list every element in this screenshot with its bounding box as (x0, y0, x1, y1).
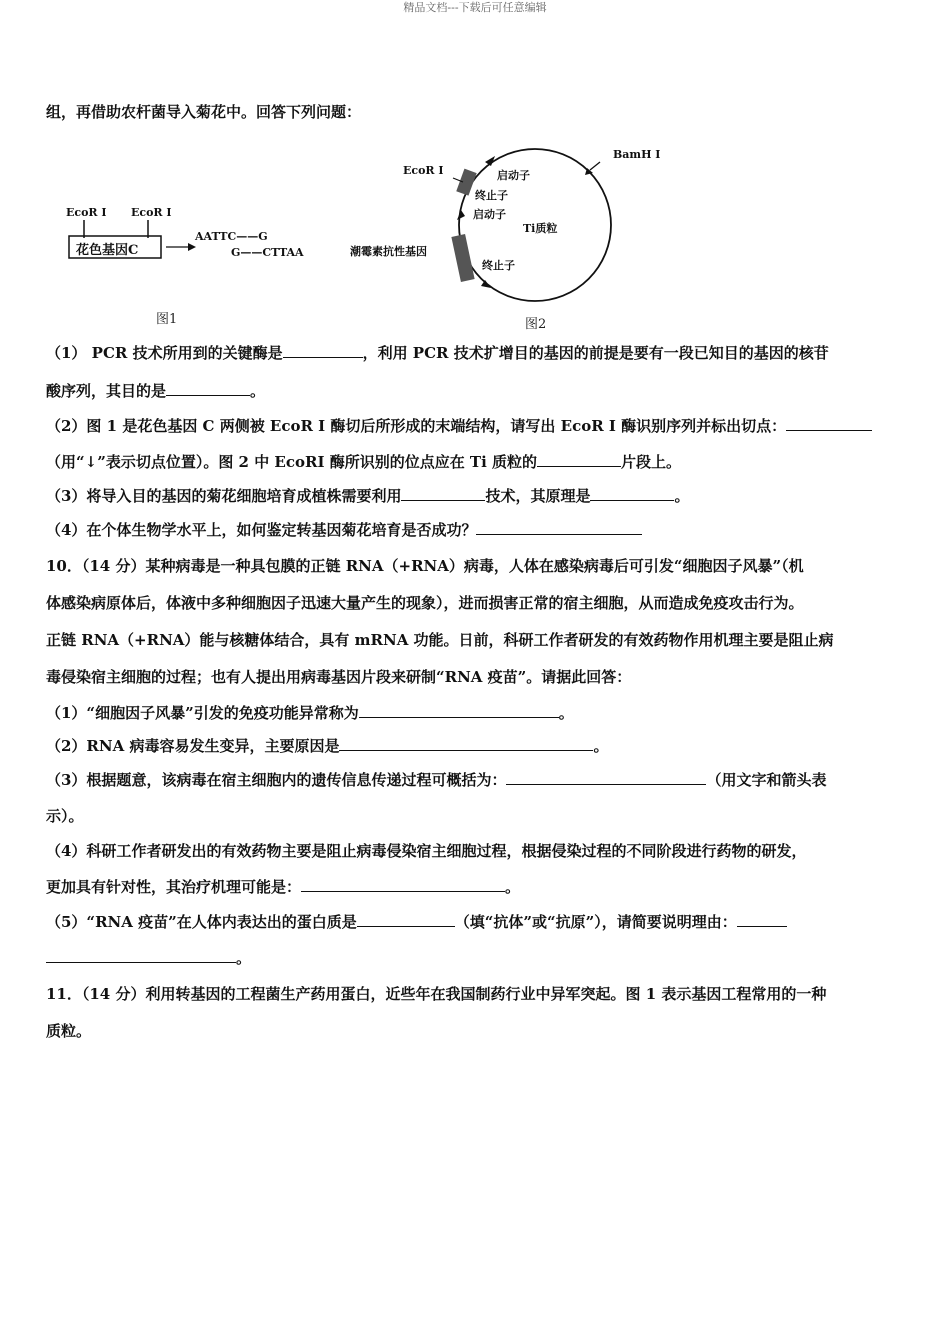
q10-line1: 10．（14 分）某种病毒是一种具包膜的正链 RNA（+RNA）病毒，人体在感染病毒后可引发“细胞因子风暴”（机 (46, 557, 804, 575)
answer-blank[interactable] (590, 486, 674, 501)
answer-blank[interactable] (537, 452, 621, 467)
figure-1 (60, 200, 350, 330)
q9-p3-end: 。 (674, 487, 690, 505)
answer-blank[interactable] (506, 770, 706, 785)
answer-blank[interactable] (786, 416, 872, 431)
q10-part1 (46, 703, 574, 723)
answer-blank[interactable] (359, 703, 559, 718)
answer-blank[interactable] (357, 912, 455, 927)
answer-blank[interactable] (283, 343, 363, 358)
q9-p4-prompt: （4）在个体生物学水平上，如何鉴定转基因菊花培育是否成功？ (46, 521, 477, 539)
q10-s3-prompt: （3）根据题意，该病毒在宿主细胞内的遗传信息传递过程可概括为： (46, 771, 507, 789)
sticky-end-bottom: G——CTTAA (231, 246, 304, 259)
ti-plasmid-label: Ti质粒 (523, 222, 558, 235)
q9-part2-line1 (46, 416, 872, 436)
answer-blank[interactable] (401, 486, 485, 501)
q9-p1-end: 。 (250, 382, 266, 400)
answer-blank[interactable] (46, 948, 236, 963)
figure-1-drawing (60, 200, 350, 330)
q10-part5-line2 (46, 948, 251, 968)
q11-line1: 11．（14 分）利用转基因的工程菌生产药用蛋白，近些年在我国制药行业中异军突起。图 1 表示基因工程常用的一种 (46, 985, 827, 1003)
q10-part5-line1 (46, 912, 787, 932)
q9-part2-line2 (46, 452, 681, 472)
q10-s5-end: 。 (236, 949, 252, 967)
q10-part3-line1 (46, 770, 826, 790)
answer-blank[interactable] (476, 520, 642, 535)
page-header: 精品文档---下载后可任意编辑 (403, 1, 547, 14)
answer-blank[interactable] (339, 736, 593, 751)
q10-s1-end: 。 (558, 704, 574, 722)
ecori-left-label: EcoR Ⅰ (66, 206, 107, 219)
hygromycin-resistance-label: 潮霉素抗性基因 (350, 245, 427, 258)
sticky-end-top: AATTC——G (195, 230, 268, 243)
q9-p1-prompt: （1） PCR 技术所用到的关键酶是 (46, 344, 283, 362)
q10-s5-text: （填“抗体”或“抗原”），请简要说明理由： (454, 913, 737, 931)
promoter-2-label: 启动子 (473, 208, 506, 221)
q9-part4 (46, 520, 642, 540)
figure-1-caption: 图1 (156, 312, 178, 327)
q10-s4-end: 。 (505, 878, 521, 896)
bamhi-site-label: BamH Ⅰ (613, 148, 661, 161)
answer-blank[interactable] (301, 877, 505, 892)
q10-s3-text: （用文字和箭头表 (706, 771, 827, 789)
answer-blank[interactable] (166, 381, 250, 396)
intro-line: 组，再借助农杆菌导入菊花中。回答下列问题： (46, 103, 362, 121)
q10-line2: 体感染病原体后，体液中多种细胞因子迅速大量产生的现象），进而损害正常的宿主细胞，从而造成免疫攻击行为。 (46, 594, 804, 612)
ecori-right-label: EcoR Ⅰ (131, 206, 172, 219)
q11-line2: 质粒。 (46, 1022, 92, 1040)
q10-s2-prompt: （2）RNA 病毒容易发生变异，主要原因是 (46, 737, 340, 755)
figure-2-caption: 图2 (525, 317, 547, 332)
q9-p1-purpose: 酸序列，其目的是 (46, 382, 167, 400)
terminator-2-label: 终止子 (482, 259, 515, 272)
q9-part3 (46, 486, 689, 506)
q9-p1-text: ，利用 PCR 技术扩增目的基因的前提是要有一段已知目的基因的核苷 (362, 344, 829, 362)
gene-c-label: 花色基因C (76, 243, 139, 258)
terminator-1-label: 终止子 (475, 189, 508, 202)
q10-s1-prompt: （1）“细胞因子风暴”引发的免疫功能异常称为 (46, 704, 359, 722)
q9-p2-end: 片段上。 (621, 453, 682, 471)
q10-part4-line2 (46, 877, 520, 897)
q10-part3-line2: 示）。 (46, 807, 84, 825)
figure-2 (345, 140, 685, 335)
q9-p2-text: （用“↓”表示切点位置）。图 2 中 EcoRI 酶所识别的位点应在 Ti 质粒的 (46, 453, 538, 471)
answer-blank[interactable] (737, 912, 787, 927)
q9-part1-line1 (46, 343, 829, 363)
q10-part4-line1: （4）科研工作者研发出的有效药物主要是阻止病毒侵染宿主细胞过程，根据侵染过程的不同阶段进行药物的研发， (46, 842, 807, 860)
q9-part1-line2 (46, 381, 265, 401)
ecori-site-label: EcoR Ⅰ (403, 164, 444, 177)
q10-line3: 正链 RNA（+RNA）能与核糖体结合，具有 mRNA 功能。日前，科研工作者研发的有效药物作用机理主要是阻止病 (46, 631, 834, 649)
q9-p2-prompt: （2）图 1 是花色基因 C 两侧被 EcoR I 酶切后所形成的末端结构，请写出 EcoR I 酶识别序列并标出切点： (46, 417, 787, 435)
q9-p3-prompt: （3）将导入目的基因的菊花细胞培育成植株需要利用 (46, 487, 402, 505)
q10-part2 (46, 736, 609, 756)
q10-s2-end: 。 (593, 737, 609, 755)
q10-s5-prompt: （5）“RNA 疫苗”在人体内表达出的蛋白质是 (46, 913, 357, 931)
promoter-1-label: 启动子 (497, 169, 530, 182)
q9-p3-text: 技术，其原理是 (485, 487, 591, 505)
q10-s4-prompt: 更加具有针对性，其治疗机理可能是： (46, 878, 302, 896)
q10-line4: 毒侵染宿主细胞的过程；也有人提出用病毒基因片段来研制“RNA 疫苗”。请据此回答： (46, 668, 632, 686)
